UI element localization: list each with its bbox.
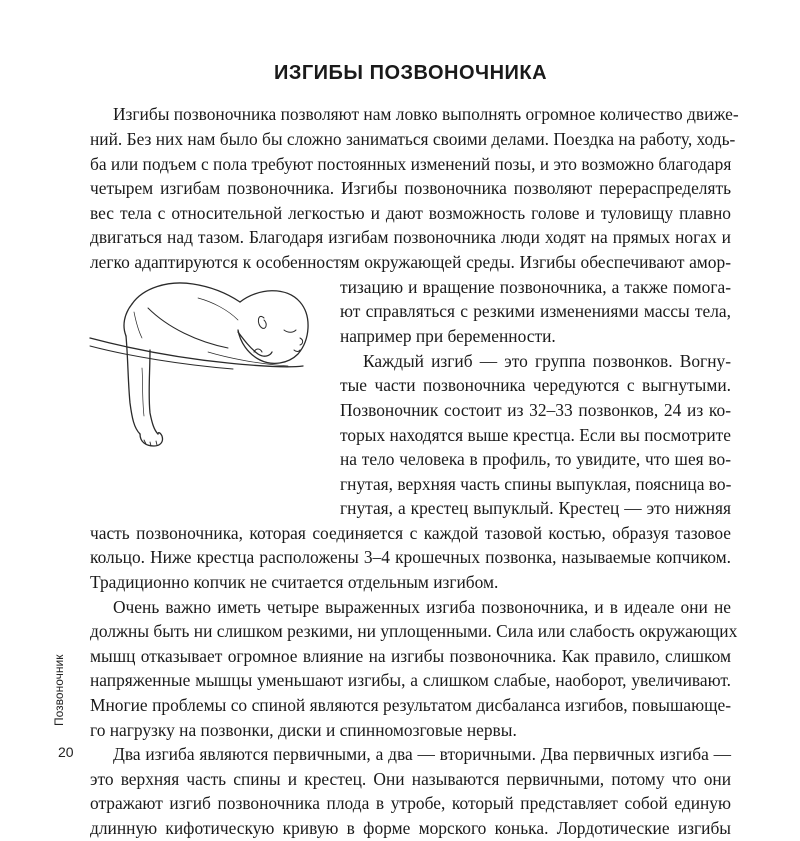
text-line: например при беременности. bbox=[340, 326, 556, 346]
text-line: ба или подъем с пола требуют постоянных изменений позы, и это возможно благодаря bbox=[90, 154, 732, 174]
text-line: тые части позвоночника чередуются с выгнутыми. bbox=[340, 375, 731, 395]
text-line: Очень важно иметь четыре выраженных изгиба позвоночника, и в идеале они не bbox=[113, 597, 731, 617]
text-line: легко адаптируются к особенностям окружающей среды. Изгибы обеспечивают амор- bbox=[90, 252, 731, 272]
text-line: длинную кифотическую кривую в форме морского конька. Лордотические изгибы bbox=[90, 818, 731, 838]
sleeping-infant-illustration bbox=[88, 268, 326, 450]
text-line: вес тела с относительной легкостью и дают возможность голове и туловищу плавно bbox=[90, 203, 731, 223]
text-line: гнутая, а крестец выпуклый. Крестец — это нижняя bbox=[340, 498, 731, 518]
text-line: Два изгиба являются первичными, а два — вторичными. Два первичных изгиба — bbox=[113, 744, 731, 764]
page-title: ИЗГИБЫ ПОЗВОНОЧНИКА bbox=[273, 62, 548, 84]
text-line: ний. Без них нам было бы сложно заниматься своими делами. Поездка на работу, ходь- bbox=[90, 129, 736, 149]
text-line: отражают изгиб позвоночника плода в утробе, который представляет собой единую bbox=[90, 793, 731, 813]
text-line: кольцо. Ниже крестца расположены 3–4 крошечных позвонка, называемые копчиком. bbox=[90, 547, 731, 567]
text-line: Традиционно копчик не считается отдельным изгибом. bbox=[90, 572, 499, 592]
text-line: Позвоночник состоит из 32–33 позвонков, 24 из ко- bbox=[340, 400, 731, 420]
text-line: на тело человека в профиль, то увидите, что шея во- bbox=[340, 449, 731, 469]
text-line: это верхняя часть спины и крестец. Они называются первичными, потому что они bbox=[90, 769, 731, 789]
text-line: двигаться над тазом. Благодаря изгибам позвоночника люди ходят на прямых ногах и bbox=[90, 227, 731, 247]
page-number: 20 bbox=[58, 744, 74, 760]
text-line: торых находятся выше крестца. Если вы посмотрите bbox=[340, 425, 731, 445]
text-line: гнутая, верхняя часть спины выпуклая, поясница во- bbox=[340, 474, 732, 494]
text-line: Многие проблемы со спиной являются результатом дисбаланса изгибов, повышающе- bbox=[90, 695, 731, 715]
text-line: напряженные мышцы уменьшают изгибы, а слишком слабые, наоборот, увеличивают. bbox=[90, 670, 731, 690]
text-line: ют справляться с резкими изменениями массы тела, bbox=[340, 301, 731, 321]
text-line: Изгибы позвоночника позволяют нам ловко выполнять огромное количество движе- bbox=[113, 104, 739, 124]
text-line: тизацию и вращение позвоночника, а также помога- bbox=[340, 277, 731, 297]
text-line: должны быть ни слишком резкими, ни уплощенными. Сила или слабость окружающих bbox=[90, 621, 738, 641]
text-line: Каждый изгиб — это группа позвонков. Вогну- bbox=[363, 351, 731, 371]
section-side-label: Позвоночник bbox=[52, 654, 66, 726]
text-line: мышц отказывает огромное влияние на изгибы позвоночника. Как правило, слишком bbox=[90, 646, 731, 666]
text-line: четырем изгибам позвоночника. Изгибы позвоночника позволяют перераспределять bbox=[90, 178, 731, 198]
text-line: го нагрузку на позвонки, диски и спинномозговые нервы. bbox=[90, 720, 517, 740]
text-line: часть позвоночника, которая соединяется с каждой тазовой костью, образуя тазовое bbox=[90, 523, 731, 543]
